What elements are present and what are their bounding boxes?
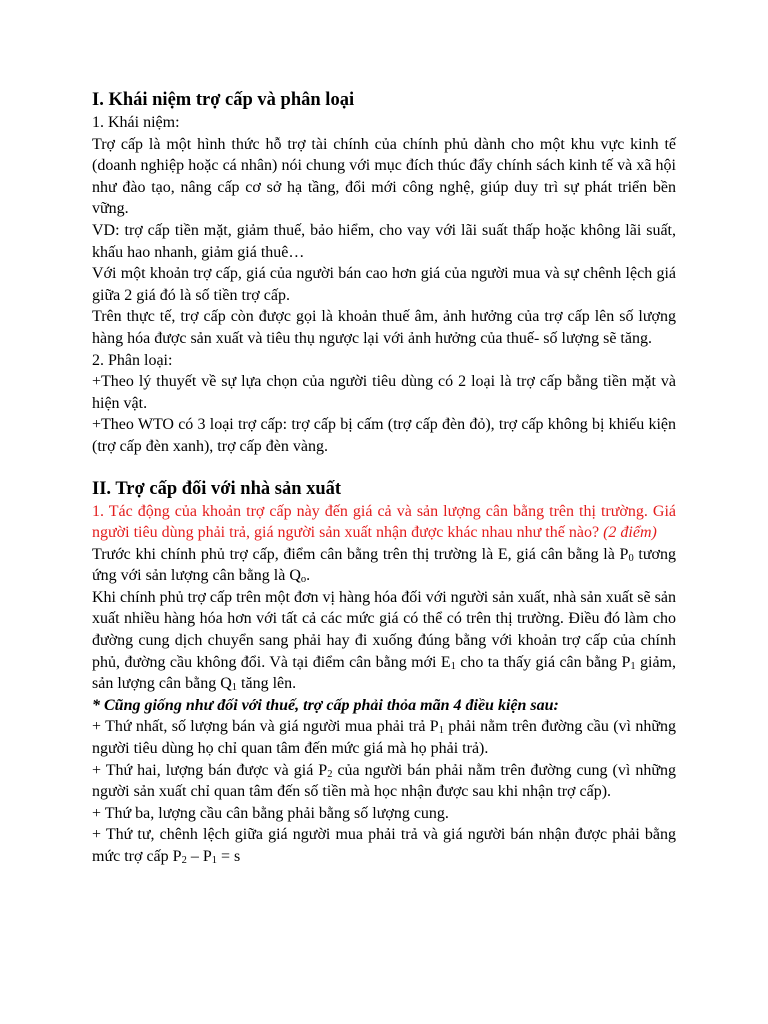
classification-item-2: +Theo WTO có 3 loại trợ cấp: trợ cấp bị cấm (trợ cấp đèn đỏ), trợ cấp không bị khiếu kiện (trợ cấp đèn xanh), trợ cấp đèn vàng. bbox=[92, 416, 676, 455]
condition-2-text-a: + Thứ hai, lượng bán được và giá P bbox=[92, 761, 328, 779]
after-text-d: tăng lên. bbox=[237, 675, 297, 693]
condition-2-text-b: của người bán phải nằm trên đường cung (vì những người sản xuất chỉ quan tâm đến số tiền mà học nhận được sau khi nhận trợ cấp). bbox=[92, 761, 677, 801]
before-text-a: Trước khi chính phủ trợ cấp, điểm cân bằng trên thị trường là E, giá cân bằng là P bbox=[92, 545, 629, 563]
condition-1 bbox=[92, 716, 676, 759]
after-text-c: giảm, sản lượng cân bằng Q bbox=[92, 653, 677, 693]
condition-3: + Thứ ba, lượng cầu cân bằng phải bằng số lượng cung. bbox=[92, 804, 449, 822]
condition-4-text-b: – P bbox=[186, 848, 212, 865]
concept-paragraph: Trợ cấp là một hình thức hỗ trợ tài chính của chính phủ dành cho một khu vực kinh tế (doanh nghiệp hoặc cá nhân) nói chung với mục đích thúc đẩy chính sách kinh tế và xã hội như đào tạo, nâng cấp cơ sở hạ tầng, đổi mới công nghệ, giúp duy trì sự phát triển bền vững. bbox=[92, 135, 676, 218]
subscript: 1 bbox=[630, 660, 636, 672]
subscript: 0 bbox=[628, 552, 634, 564]
question-points: (2 điểm) bbox=[603, 524, 657, 542]
condition-1-text-a: + Thứ nhất, số lượng bán và giá người mua phải trả P bbox=[92, 718, 439, 736]
subscript: 1 bbox=[231, 682, 238, 694]
subscript: 1 bbox=[438, 725, 444, 737]
section1-heading: I. Khái niệm trợ cấp và phân loại bbox=[92, 90, 355, 110]
after-text-b: cho ta thấy giá cân bằng P bbox=[455, 653, 631, 671]
before-text-c: . bbox=[306, 567, 311, 585]
condition-4 bbox=[92, 824, 676, 867]
question-text: 1. Tác động của khoản trợ cấp này đến giá cả và sản lượng cân bằng trên thị trường. Giá người tiêu dùng phải trả, giá người sản xuất nhận được khác nhau như thế nào? bbox=[92, 502, 676, 542]
subscript: 2 bbox=[327, 768, 333, 780]
price-paragraph: Với một khoản trợ cấp, giá của người bán cao hơn giá của người mua và sự chênh lệch giá giữa 2 giá đó là số tiền trợ cấp. bbox=[92, 265, 676, 304]
negative-tax-paragraph: Trên thực tế, trợ cấp còn được gọi là khoản thuế âm, ảnh hưởng của trợ cấp lên số lượng hàng hóa được sản xuất và tiêu thụ ngược lại với ảnh hưởng của thuế- số lượng sẽ tăng. bbox=[92, 308, 676, 347]
section2-heading: II. Trợ cấp đối với nhà sản xuất bbox=[92, 478, 342, 499]
subscript: 1 bbox=[450, 660, 456, 672]
subscript: o bbox=[300, 574, 307, 586]
before-subsidy-paragraph bbox=[92, 544, 676, 587]
subscript: 1 bbox=[211, 855, 217, 866]
before-text-b: tương ứng với sản lượng cân bằng là Q bbox=[92, 545, 677, 585]
condition-4-text-c: = s bbox=[216, 848, 241, 865]
condition-2 bbox=[92, 760, 676, 803]
document-page bbox=[92, 88, 676, 868]
conditions-title: * Cũng giống như đối với thuế, trợ cấp phải thỏa mãn 4 điều kiện sau: bbox=[92, 696, 559, 714]
example-paragraph: VD: trợ cấp tiền mặt, giảm thuế, bảo hiểm, cho vay với lãi suất thấp hoặc không lãi suất, khấu hao nhanh, giảm giá thuê… bbox=[92, 221, 676, 261]
after-text-a: Khi chính phủ trợ cấp trên một đơn vị hàng hóa đối với người sản xuất, nhà sản xuất sẽ sản xuất nhiều hàng hóa hơn với tất cả các mức giá có thể có trên thị trường. Điều đó làm cho đường cung dịch chuyển sang phải hay đi xuống đúng bằng với khoản trợ cấp của chính phủ, đường cầu không đổi. Và tại điểm cân bằng mới E bbox=[92, 588, 676, 671]
classification-item-1: +Theo lý thuyết về sự lựa chọn của người tiêu dùng có 2 loại là trợ cấp bằng tiền mặt và hiện vật. bbox=[92, 373, 676, 412]
classification-label: 2. Phân loại: bbox=[92, 351, 173, 369]
condition-1-text-b: phải nằm trên đường cầu (vì những người tiêu dùng họ chỉ quan tâm đến mức giá mà họ phải trả). bbox=[92, 718, 676, 758]
condition-4-text-a: + Thứ tư, chênh lệch giữa giá người mua phải trả và giá người bán nhận được phải bằng mức trợ cấp P bbox=[92, 826, 676, 865]
question-paragraph bbox=[92, 501, 676, 544]
after-subsidy-paragraph bbox=[92, 587, 676, 695]
concept-label: 1. Khái niệm: bbox=[92, 114, 180, 131]
subscript: 2 bbox=[181, 855, 187, 866]
